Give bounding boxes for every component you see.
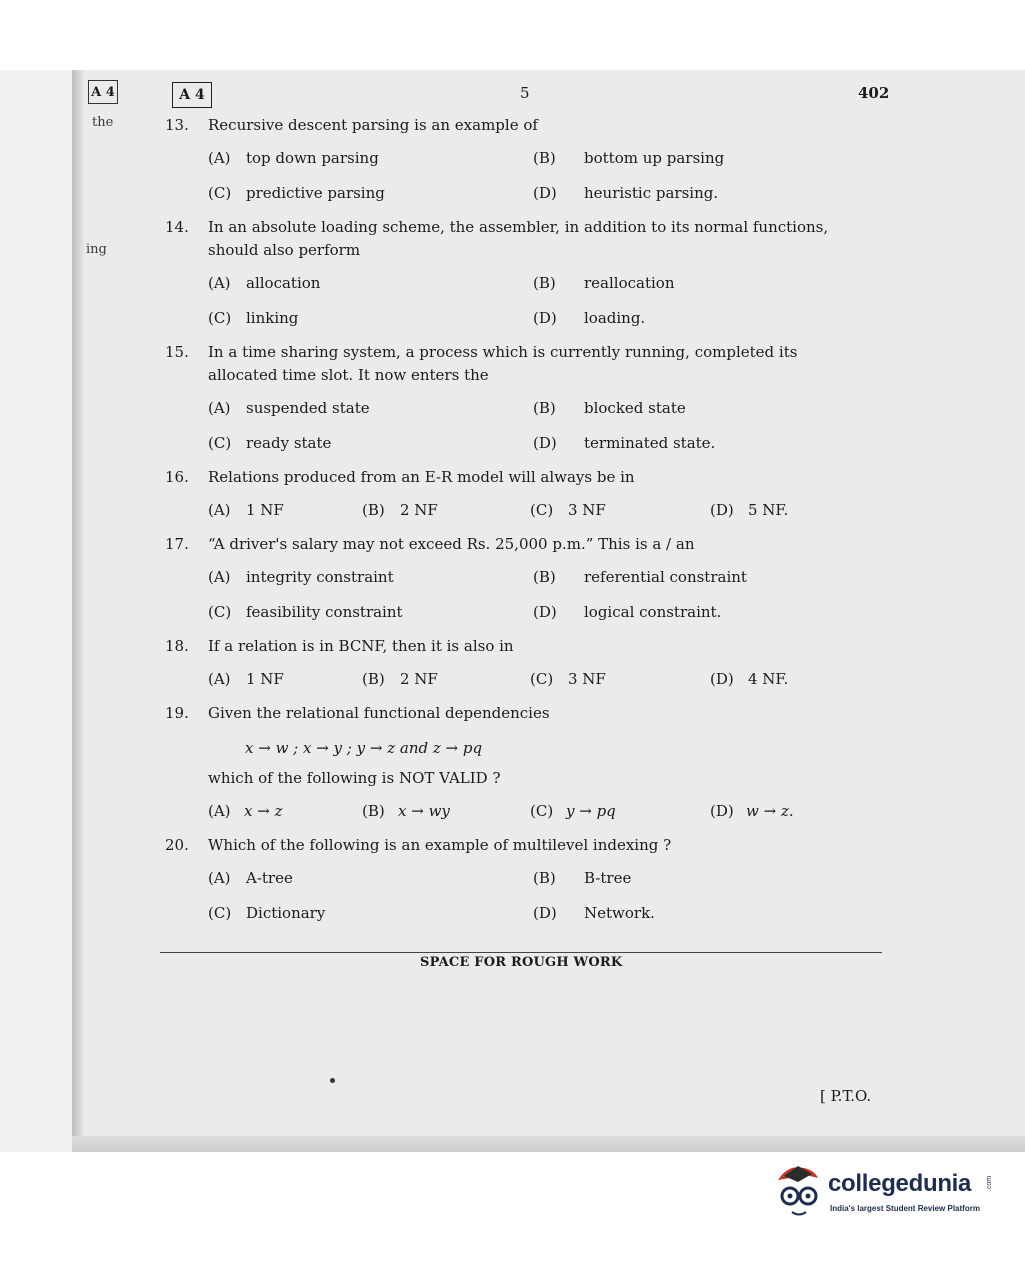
question-number: 19. (165, 704, 189, 722)
student-mascot-icon (770, 1162, 826, 1224)
option-text: 5 NF. (748, 501, 789, 519)
option-label: (D) (533, 434, 557, 452)
option-text: 1 NF (246, 501, 284, 519)
rough-work-divider (160, 952, 882, 953)
question-text: Which of the following is an example of multilevel indexing ? (208, 836, 672, 854)
option-label: (D) (533, 184, 557, 202)
option-label: (D) (533, 603, 557, 621)
option-text: allocation (246, 274, 321, 292)
collegedunia-logo (770, 1162, 1000, 1224)
question-text: In an absolute loading scheme, the assembler, in addition to its normal functions, (208, 218, 829, 236)
option-label: (C) (208, 309, 232, 327)
option-label: (B) (362, 802, 385, 820)
option-text: 3 NF (568, 501, 606, 519)
paper-number: 402 (858, 84, 890, 102)
option-text: loading. (584, 309, 646, 327)
option-label: (A) (208, 802, 231, 820)
option-text: logical constraint. (584, 603, 722, 621)
option-label: (B) (362, 501, 385, 519)
option-label: (D) (533, 309, 557, 327)
question-number: 13. (165, 116, 189, 134)
prev-page-code-box: A 4 (88, 80, 118, 104)
option-text: heuristic parsing. (584, 184, 719, 202)
option-text: referential constraint (584, 568, 747, 586)
question-text: In a time sharing system, a process which is currently running, completed its (208, 343, 798, 361)
option-label: (C) (530, 501, 554, 519)
question-text: Given the relational functional dependencies (208, 704, 550, 722)
option-text: top down parsing (246, 149, 379, 167)
page-bottom-shadow (72, 1136, 1025, 1152)
ink-speck (330, 1078, 335, 1083)
option-label: (A) (208, 568, 231, 586)
option-text: 2 NF (400, 670, 438, 688)
prev-page-word: ing (86, 242, 107, 257)
option-label: (C) (208, 434, 232, 452)
option-text: bottom up parsing (584, 149, 725, 167)
question-text: “A driver's salary may not exceed Rs. 25,000 p.m.” This is a / an (208, 535, 695, 553)
question-number: 15. (165, 343, 189, 361)
option-label: (B) (533, 869, 556, 887)
logo-brand-name: collegedunia (828, 1170, 972, 1197)
logo-domain-suffix: .com (986, 1175, 994, 1192)
option-label: (A) (208, 274, 231, 292)
option-text: 1 NF (246, 670, 284, 688)
question-followup-text: which of the following is NOT VALID ? (208, 769, 501, 787)
question-number: 16. (165, 468, 189, 486)
option-label: (A) (208, 149, 231, 167)
option-label: (B) (533, 149, 556, 167)
option-label: (C) (208, 603, 232, 621)
option-text: x → z (244, 802, 283, 820)
pto-label: [ P.T.O. (820, 1087, 872, 1105)
option-text: predictive parsing (246, 184, 385, 202)
option-label: (A) (208, 399, 231, 417)
page-number: 5 (520, 84, 530, 102)
left-page-strip (0, 70, 72, 1152)
option-text: integrity constraint (246, 568, 394, 586)
option-label: (A) (208, 869, 231, 887)
option-text: ready state (246, 434, 332, 452)
paper-code-box: A 4 (172, 82, 212, 108)
question-number: 20. (165, 836, 189, 854)
question-text: Recursive descent parsing is an example of (208, 116, 538, 134)
option-text: y → pq (566, 802, 616, 820)
option-text: Dictionary (246, 904, 326, 922)
option-text: x → wy (398, 802, 450, 820)
option-text: Network. (584, 904, 655, 922)
option-text: terminated state. (584, 434, 716, 452)
option-text: blocked state (584, 399, 686, 417)
option-label: (A) (208, 670, 231, 688)
option-label: (C) (208, 904, 232, 922)
question-formula: x → w ; x → y ; y → z and z → pq (245, 739, 483, 757)
prev-page-word: the (92, 115, 114, 130)
question-number: 18. (165, 637, 189, 655)
page-binding-edge (72, 70, 84, 1152)
option-text: linking (246, 309, 299, 327)
option-text: w → z. (746, 802, 794, 820)
question-number: 17. (165, 535, 189, 553)
option-text: 4 NF. (748, 670, 789, 688)
question-text: If a relation is in BCNF, then it is also in (208, 637, 514, 655)
option-label: (B) (533, 568, 556, 586)
option-text: A-tree (246, 869, 293, 887)
option-label: (A) (208, 501, 231, 519)
option-label: (D) (710, 501, 734, 519)
option-label: (C) (530, 802, 554, 820)
option-label: (B) (362, 670, 385, 688)
option-label: (D) (710, 802, 734, 820)
question-text: should also perform (208, 241, 361, 259)
option-text: 3 NF (568, 670, 606, 688)
option-label: (C) (208, 184, 232, 202)
logo-tagline: India's largest Student Review Platform (830, 1204, 980, 1213)
option-text: suspended state (246, 399, 370, 417)
option-text: feasibility constraint (246, 603, 403, 621)
rough-work-heading: SPACE FOR ROUGH WORK (420, 955, 623, 970)
option-text: B-tree (584, 869, 632, 887)
option-label: (C) (530, 670, 554, 688)
option-text: reallocation (584, 274, 675, 292)
option-label: (B) (533, 274, 556, 292)
option-label: (D) (533, 904, 557, 922)
question-text: allocated time slot. It now enters the (208, 366, 489, 384)
option-text: 2 NF (400, 501, 438, 519)
option-label: (B) (533, 399, 556, 417)
option-label: (D) (710, 670, 734, 688)
question-text: Relations produced from an E-R model will always be in (208, 468, 635, 486)
question-number: 14. (165, 218, 189, 236)
